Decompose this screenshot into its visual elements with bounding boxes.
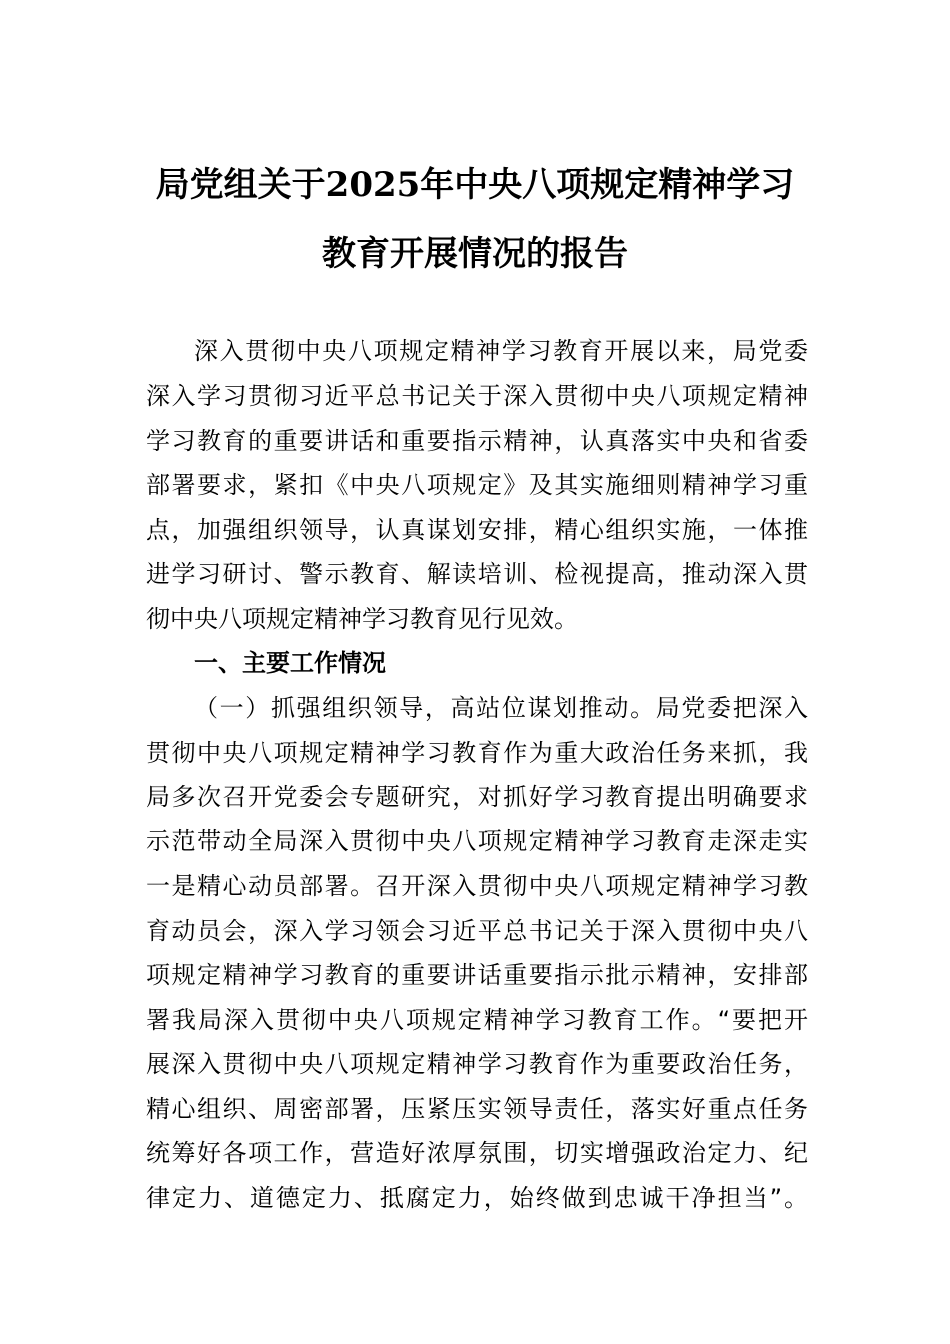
section-heading: 一、主要工作情况 (194, 649, 386, 677)
text-line: 一是精心动员部署。召开深入贯彻中央八项规定精神学习教 (146, 872, 808, 900)
text-line: 深入学习贯彻习近平总书记关于深入贯彻中央八项规定精神 (146, 382, 808, 410)
text-line: 律定力、道德定力、抵腐定力，始终做到忠诚干净担当”。 (146, 1184, 808, 1212)
text-line: 统筹好各项工作，营造好浓厚氛围，切实增强政治定力、纪 (146, 1139, 808, 1167)
text-line: （一）抓强组织领导，高站位谋划推动。局党委把深入 (194, 694, 808, 722)
text-line: 深入贯彻中央八项规定精神学习教育开展以来，局党委 (194, 337, 808, 365)
text-line: 彻中央八项规定精神学习教育见行见效。 (146, 605, 578, 633)
text-line: 学习教育的重要讲话和重要指示精神，认真落实中央和省委 (146, 427, 808, 455)
document-title-line-1: 局党组关于2025年中央八项规定精神学习 (155, 165, 795, 205)
text-line: 进学习研讨、警示教育、解读培训、检视提高，推动深入贯 (146, 560, 808, 588)
document-title-line-2: 教育开展情况的报告 (322, 234, 628, 274)
text-line: 署我局深入贯彻中央八项规定精神学习教育工作。“要把开 (146, 1006, 808, 1034)
text-line: 精心组织、周密部署，压紧压实领导责任，落实好重点任务 (146, 1095, 808, 1123)
text-line: 项规定精神学习教育的重要讲话重要指示批示精神，安排部 (146, 961, 808, 989)
text-line: 示范带动全局深入贯彻中央八项规定精神学习教育走深走实 (146, 827, 808, 855)
text-line: 贯彻中央八项规定精神学习教育作为重大政治任务来抓，我 (146, 739, 808, 767)
text-line: 局多次召开党委会专题研究，对抓好学习教育提出明确要求 (146, 783, 808, 811)
text-line: 点，加强组织领导，认真谋划安排，精心组织实施，一体推 (146, 516, 808, 544)
text-line: 部署要求，紧扣《中央八项规定》及其实施细则精神学习重 (146, 471, 808, 499)
text-line: 育动员会，深入学习领会习近平总书记关于深入贯彻中央八 (146, 917, 808, 945)
text-line: 展深入贯彻中央八项规定精神学习教育作为重要政治任务， (146, 1050, 808, 1078)
